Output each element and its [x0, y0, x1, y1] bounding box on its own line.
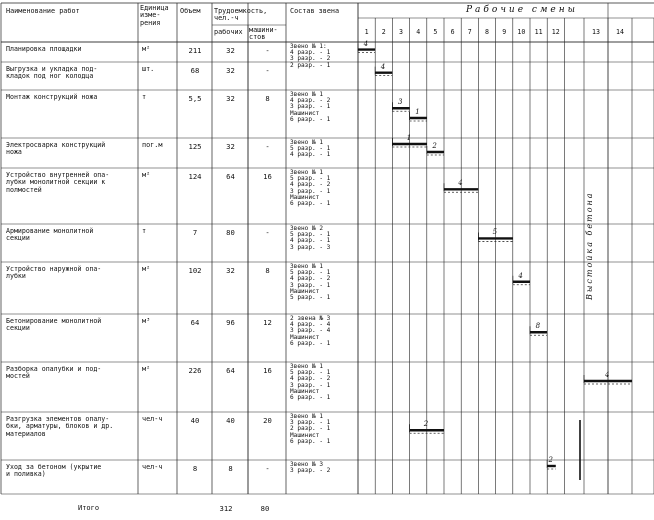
shift-number-10: 10: [517, 28, 526, 36]
shift-number-14: 14: [616, 28, 624, 36]
row-labor-machinists: 12: [263, 318, 272, 327]
gantt-crew-number: 5: [492, 228, 498, 237]
row-crew: Звено № 1 4 разр. - 2 3 разр. - 1 Машинист 6 разр. - 1: [290, 91, 331, 123]
row-labor-workers: 96: [226, 318, 235, 327]
header-labor-workers: рабочих: [214, 28, 243, 36]
shift-number-6: 6: [450, 28, 455, 36]
row-work-name: Выгрузка и укладка под- кладок под ног колодца: [6, 65, 98, 81]
row-work-name: Электросварка конструкций ножа: [6, 141, 106, 157]
row-work-name: Монтаж конструкций ножа: [6, 93, 98, 101]
row-unit: т: [142, 93, 147, 101]
gantt-crew-number: 2: [423, 420, 429, 429]
shift-number-3: 3: [398, 28, 403, 36]
row-unit: чел-ч: [142, 463, 163, 471]
row-volume: 124: [188, 172, 202, 181]
shift-number-9: 9: [502, 28, 507, 36]
row-work-name: Разгрузка элементов опалу- бки, арматуры, блоков и др. материалов: [6, 415, 114, 438]
row-crew: 2 звена № 3 4 разр. - 4 3 разр. - 4 Машинист 6 разр. - 1: [290, 315, 331, 347]
row-labor-machinists: -: [265, 464, 270, 473]
row-volume: 5,5: [188, 94, 202, 103]
row-work-name: Бетонирование монолитной секции: [6, 317, 102, 333]
gantt-crew-number: 8: [535, 322, 541, 331]
row-crew: Звено № 1: 4 разр. - 1 3 разр. - 2 2 разр. - 1: [290, 43, 331, 69]
header-unit: Единица изме- рения: [140, 4, 169, 27]
row-labor-machinists: -: [265, 46, 270, 55]
row-unit: м²: [142, 365, 151, 373]
row-labor-workers: 64: [226, 366, 235, 375]
row-crew: Звено № 1 3 разр. - 1 2 разр. - 1 Машинист 6 разр. - 1: [290, 413, 331, 445]
row-labor-workers: 32: [226, 266, 235, 275]
gantt-crew-number: 2: [432, 142, 437, 150]
row-work-name: Армирование монолитной секции: [6, 227, 94, 243]
row-crew: Звено № 1 5 разр. - 1 4 разр. - 1: [290, 139, 331, 159]
gantt-crew-number: 3: [398, 98, 403, 107]
total-label: Итого: [78, 504, 100, 512]
row-labor-machinists: -: [265, 142, 270, 151]
shift-number-7: 7: [467, 28, 472, 36]
vertical-label: Выстойка бетона: [585, 191, 594, 300]
gantt-crew-number: 2: [548, 456, 553, 464]
row-labor-workers: 40: [226, 416, 235, 425]
row-unit: м²: [142, 265, 151, 273]
row-labor-workers: 64: [226, 172, 235, 181]
row-work-name: Уход за бетоном (укрытие и поливка): [6, 463, 102, 479]
gantt-crew-number: 4: [518, 271, 523, 280]
row-work-name: Устройство внутренней опа- лубки монолитной секции к полмостей: [6, 171, 110, 194]
row-labor-workers: 32: [226, 142, 235, 151]
row-labor-workers: 32: [226, 46, 235, 55]
row-volume: 226: [188, 366, 202, 375]
row-volume: 7: [192, 228, 198, 237]
row-labor-machinists: 16: [263, 366, 272, 375]
row-crew: Звено № 3 3 разр. - 2: [290, 461, 331, 475]
gantt-crew-number: 4: [605, 371, 610, 379]
total-workers: 312: [219, 504, 233, 513]
row-unit: пог.м: [142, 141, 163, 149]
shift-number-1: 1: [364, 28, 369, 36]
row-crew: Звено № 2 5 разр. - 1 4 разр. - 1 3 разр. - 3: [290, 225, 331, 251]
shift-number-12: 12: [551, 28, 560, 36]
row-unit: м²: [142, 171, 151, 179]
row-labor-machinists: -: [265, 66, 270, 75]
header-crew: Состав звена: [290, 7, 340, 15]
row-crew: Звено № 1 5 разр. - 1 4 разр. - 2 3 разр. - 1 Машинист 6 разр. - 1: [290, 363, 331, 402]
row-volume: 64: [190, 318, 200, 327]
row-unit: м³: [142, 317, 151, 325]
header-work: Наименование работ: [6, 7, 80, 15]
header-labor: Трудоемкость, чел.-ч: [214, 7, 268, 23]
row-unit: т: [142, 227, 147, 235]
row-volume: 68: [190, 66, 200, 75]
header-volume: Объем: [180, 7, 201, 15]
row-crew: Звено № 1 5 разр. - 1 4 разр. - 2 3 разр. - 1 Машинист 5 разр. - 1: [290, 263, 331, 302]
shift-number-11: 11: [534, 28, 543, 36]
header-shifts-title: Рабочие смены: [466, 5, 579, 15]
row-labor-workers: 80: [226, 228, 235, 237]
row-unit: м²: [142, 45, 151, 53]
shift-number-4: 4: [416, 28, 421, 36]
gantt-crew-number: 4: [380, 62, 386, 71]
row-labor-machinists: -: [265, 228, 270, 237]
row-labor-workers: 32: [226, 66, 235, 75]
row-labor-machinists: 8: [265, 266, 270, 275]
row-labor-workers: 32: [226, 94, 235, 103]
row-unit: шт.: [142, 65, 155, 73]
total-machinists: 80: [260, 504, 270, 513]
row-labor-workers: 8: [228, 464, 233, 473]
row-crew: Звено № 1 5 разр. - 1 4 разр. - 2 3 разр. - 1 Машинист 6 разр. - 1: [290, 169, 331, 208]
gantt-crew-number: 4: [363, 39, 369, 48]
gantt-crew-number: 1: [415, 108, 420, 116]
row-volume: 211: [188, 46, 202, 55]
shift-number-5: 5: [433, 28, 438, 36]
gantt-crew-number: 4: [458, 179, 463, 188]
row-labor-machinists: 16: [263, 172, 272, 181]
row-work-name: Устройство наружной опа- лубки: [6, 265, 102, 281]
row-work-name: Планировка площадки: [6, 45, 82, 53]
gantt-crew-number: 1: [406, 134, 412, 142]
shift-number-2: 2: [381, 28, 386, 36]
row-volume: 8: [192, 464, 198, 473]
shift-number-8: 8: [484, 28, 489, 36]
row-work-name: Разборка опалубки и под- мостей: [6, 365, 102, 381]
header-labor-machinists: машини- стов: [249, 26, 278, 42]
row-volume: 102: [188, 266, 202, 275]
row-volume: 40: [190, 416, 200, 425]
row-unit: чел-ч: [142, 415, 163, 423]
row-volume: 125: [188, 142, 202, 151]
row-labor-machinists: 8: [265, 94, 270, 103]
row-labor-machinists: 20: [263, 416, 272, 425]
shift-number-13: 13: [592, 28, 600, 36]
